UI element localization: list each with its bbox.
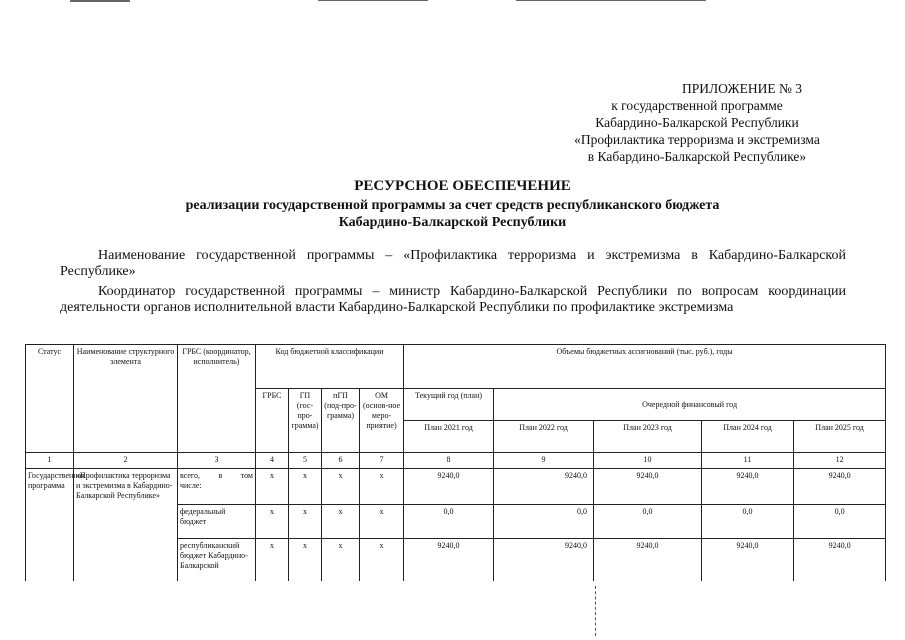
header-kbk-gp: ГП (гос-про-грамма) xyxy=(289,389,322,453)
header-status: Статус xyxy=(26,345,74,453)
column-number: 4 xyxy=(256,453,289,469)
column-number: 11 xyxy=(702,453,794,469)
column-number: 2 xyxy=(74,453,178,469)
document-title: РЕСУРСНОЕ ОБЕСПЕЧЕНИЕ xyxy=(354,178,571,194)
appendix-note xyxy=(547,80,847,165)
appendix-line: «Профилактика терроризма и экстремизма xyxy=(574,132,820,147)
row-value: 0,0 xyxy=(794,505,886,539)
row-code: x xyxy=(256,505,289,539)
document-subtitle: Кабардино-Балкарской Республики xyxy=(338,215,567,230)
document-subtitle: реализации государственной программы за счет средств республиканского бюджета xyxy=(185,198,720,213)
appendix-line: к государственной программе xyxy=(611,98,783,113)
row-value: 9240,0 xyxy=(404,469,494,505)
scan-artifact xyxy=(516,0,706,1)
row-code: x xyxy=(256,469,289,505)
header-kbk-om: ОМ (основ-ное меро-приятие) xyxy=(360,389,404,453)
header-plan-2024: План 2024 год xyxy=(702,421,794,453)
row-code: x xyxy=(360,539,404,581)
row-code: x xyxy=(256,539,289,581)
row-code: x xyxy=(289,505,322,539)
row-value: 9240,0 xyxy=(702,469,794,505)
column-number: 10 xyxy=(594,453,702,469)
row-value: 0,0 xyxy=(702,505,794,539)
row-grbs-text: в xyxy=(218,471,223,480)
column-number: 6 xyxy=(322,453,360,469)
row-code: x xyxy=(289,469,322,505)
row-grbs: федеральный бюджет xyxy=(178,505,256,539)
row-grbs-text: том xyxy=(240,471,253,480)
row-grbs-total xyxy=(178,469,256,505)
row-grbs: республиканский бюджет Кабардино-Балкарской xyxy=(178,539,256,581)
row-status: Государственная программа xyxy=(26,469,74,581)
header-plan-2025: План 2025 год xyxy=(794,421,886,453)
scan-artifact xyxy=(595,586,596,636)
program-name-paragraph: Наименование государственной программы – «Профилактика терроризма и экстремизма в Кабардино-Балкарской Республике» xyxy=(60,248,846,279)
row-value: 0,0 xyxy=(594,505,702,539)
header-next-period: Очередной финансовый год xyxy=(494,389,886,421)
column-number: 12 xyxy=(794,453,886,469)
header-kbk: Код бюджетной классификации xyxy=(256,345,404,389)
header-element: Наименование структурного элемента xyxy=(74,345,178,453)
row-value: 9240,0 xyxy=(794,469,886,505)
row-code: x xyxy=(322,505,360,539)
header-row xyxy=(26,345,886,389)
header-plan-2021: План 2021 год xyxy=(404,421,494,453)
resource-table xyxy=(25,344,886,581)
row-value: 9240,0 xyxy=(494,539,594,581)
column-number: 3 xyxy=(178,453,256,469)
column-number: 9 xyxy=(494,453,594,469)
scan-artifact xyxy=(70,0,130,2)
row-value: 9240,0 xyxy=(594,539,702,581)
column-number: 1 xyxy=(26,453,74,469)
row-value: 0,0 xyxy=(404,505,494,539)
table-row xyxy=(26,469,886,505)
appendix-line: в Кабардино-Балкарской Республике» xyxy=(587,149,807,164)
row-code: x xyxy=(289,539,322,581)
row-value: 9240,0 xyxy=(594,469,702,505)
appendix-line: Кабардино-Балкарской Республики xyxy=(595,115,799,130)
column-number: 7 xyxy=(360,453,404,469)
program-coordinator-paragraph: Координатор государственной программы – министр Кабардино-Балкарской Республики по вопросам координации деятельности органов исполнительной власти Кабардино-Балкарской Республики по профилактике экстремизма xyxy=(60,284,846,315)
scan-artifact xyxy=(318,0,428,1)
row-code: x xyxy=(322,539,360,581)
row-code: x xyxy=(360,469,404,505)
header-volumes: Объемы бюджетных ассигнований (тыс. руб.), годы xyxy=(404,345,886,389)
row-value: 0,0 xyxy=(494,505,594,539)
header-plan-2023: План 2023 год xyxy=(594,421,702,453)
column-number-row xyxy=(26,453,886,469)
header-current-year: Текущий год (план) xyxy=(404,389,494,421)
row-value: 9240,0 xyxy=(404,539,494,581)
header-plan-2022: План 2022 год xyxy=(494,421,594,453)
row-code: x xyxy=(322,469,360,505)
row-element: «Профилактика терроризма и экстремизма в Кабардино-Балкарской Республике» xyxy=(74,469,178,581)
header-kbk-pgp: пГП (под-про-грамма) xyxy=(322,389,360,453)
row-grbs-text: числе: xyxy=(180,481,202,490)
row-value: 9240,0 xyxy=(494,469,594,505)
row-value: 9240,0 xyxy=(702,539,794,581)
column-number: 5 xyxy=(289,453,322,469)
header-kbk-grbs: ГРБС xyxy=(256,389,289,453)
header-grbs: ГРБС (координатор, исполнитель) xyxy=(178,345,256,453)
appendix-number: ПРИЛОЖЕНИЕ № 3 xyxy=(681,81,803,96)
row-grbs-text: всего, xyxy=(180,471,201,480)
row-value: 9240,0 xyxy=(794,539,886,581)
column-number: 8 xyxy=(404,453,494,469)
row-code: x xyxy=(360,505,404,539)
